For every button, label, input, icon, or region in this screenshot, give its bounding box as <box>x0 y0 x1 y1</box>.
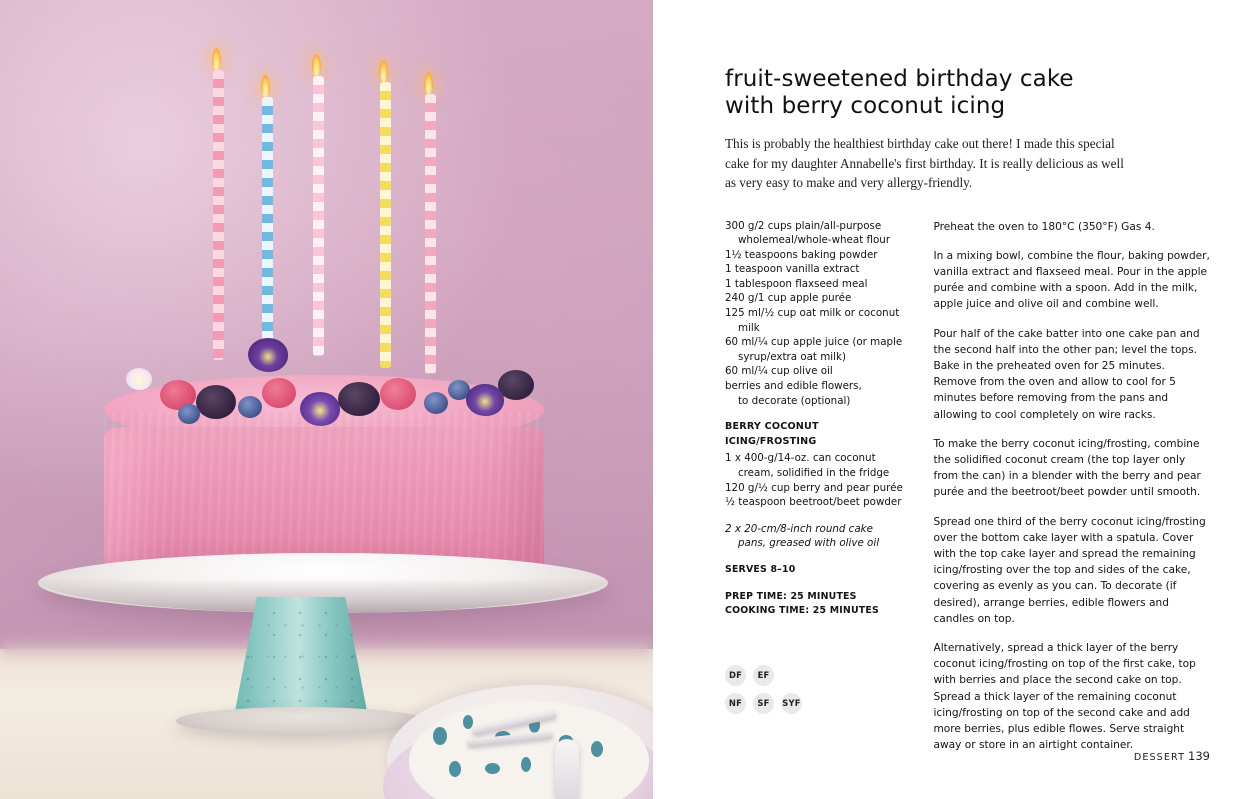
recipe-intro: This is probably the healthiest birthday cake out there! I made this special cake for my daughter Annabelle's first birthday. It is really delicious as well as very easy to make and very allergy-friendly. <box>725 136 1124 190</box>
ingredient-item: 1 x 400-g/14-oz. can coconut <box>725 452 876 465</box>
berry-blueberry-4 <box>178 404 200 424</box>
candle-3 <box>313 76 324 356</box>
ingredients-column <box>725 219 905 767</box>
candle-5 <box>425 94 436 374</box>
cake-server-handle <box>555 739 579 799</box>
candle-flame-1 <box>212 48 221 70</box>
page-number: 139 <box>1188 749 1210 763</box>
ingredient-item: cream, solidified in the fridge <box>738 467 890 479</box>
berry-blueberry-2 <box>424 392 448 414</box>
candle-flame-3 <box>312 54 321 76</box>
candle-flame-2 <box>261 75 270 97</box>
ingredient-item: 60 ml/¼ cup apple juice (or maple <box>725 336 903 349</box>
ingredient-item: 1½ teaspoons baking powder <box>725 248 878 261</box>
method-step: Spread one third of the berry coconut icing/frosting over the bottom cake layer with a spatula. Cover with the top cake layer and spread the remaining icing/frosting over the top and sides of the cake, covering as evenly as you can. To decorate (if desired), arrange berries, edible flowers and candles on top. <box>933 515 1206 625</box>
ingredient-item: syrup/extra oat milk) <box>738 350 846 363</box>
ingredient-item: 60 ml/¼ cup olive oil <box>725 365 833 378</box>
ingredient-item: wholemeal/whole-wheat flour <box>738 234 891 247</box>
method-step: Alternatively, spread a thick layer of the berry coconut icing/frosting on top of the first cake, top with berries and place the second cake on top. Spread a thick layer of the remaining coconut icing/frosting on top of the second cake and add more berries, plus edible flowes. Serve straight away or store in an airtight container. <box>933 641 1196 752</box>
icing-heading: BERRY COCONUT ICING/FROSTING <box>725 421 819 447</box>
candle-flame-4 <box>379 60 388 82</box>
ingredient-item: ½ teaspoon beetroot/beet powder <box>725 496 902 509</box>
equipment-note <box>725 522 905 551</box>
dietary-badge-ef: EF <box>753 665 774 686</box>
recipe-columns <box>725 219 1210 767</box>
equipment-note-line-2: pans, greased with olive oil <box>738 537 880 550</box>
ingredient-item: 1 tablespoon flaxseed meal <box>725 277 868 290</box>
ingredient-item: milk <box>738 321 760 334</box>
ingredient-item: 1 teaspoon vanilla extract <box>725 263 860 276</box>
edible-flower-purple-2 <box>300 392 340 426</box>
dietary-badge-row <box>725 693 855 714</box>
footer-section-label: DESSERT <box>1133 752 1186 763</box>
method-step: Preheat the oven to 180°C (350°F) Gas 4. <box>933 220 1155 233</box>
ingredient-item: berries and edible flowers, <box>725 380 862 393</box>
dietary-badge-df: DF <box>725 665 746 686</box>
candle-flame-5 <box>424 72 433 94</box>
method-column <box>933 219 1210 767</box>
dietary-badge-nf: NF <box>725 693 746 714</box>
icing-ingredients-group <box>725 420 905 510</box>
candle-4 <box>380 82 391 368</box>
edible-flower-white-1 <box>126 368 152 390</box>
dietary-badge-syf: SYF <box>781 693 802 714</box>
recipe-title <box>725 66 1145 120</box>
edible-flower-purple-3 <box>466 384 504 416</box>
ingredient-item: 240 g/1 cup apple purée <box>725 292 852 305</box>
ingredient-item: 125 ml/½ cup oat milk or coconut <box>725 307 900 320</box>
recipe-title-line-1: fruit-sweetened birthday cake <box>725 66 1074 92</box>
ingredient-item: 300 g/2 cups plain/all-purpose <box>725 219 882 232</box>
page-footer <box>1134 749 1210 763</box>
prep-time-line: PREP TIME: 25 MINUTES <box>725 590 857 602</box>
serves-line: SERVES 8–10 <box>725 563 796 575</box>
method-step: In a mixing bowl, combine the flour, baking powder, vanilla extract and flaxseed meal. Pour in the apple purée and combine with a spoon. Add in the milk, apple juice and olive oil and combine well. <box>933 249 1210 311</box>
candle-2 <box>262 97 273 369</box>
berry-blueberry-1 <box>238 396 262 418</box>
edible-flower-purple-1 <box>248 338 288 372</box>
cooking-time-line: COOKING TIME: 25 MINUTES <box>725 605 879 617</box>
ingredients-main-list <box>725 219 905 409</box>
dietary-badge-row <box>725 665 855 686</box>
dietary-badge-sf: SF <box>753 693 774 714</box>
cake-stand-base <box>176 707 426 735</box>
equipment-note-line-1: 2 x 20-cm/8-inch round cake <box>725 522 873 535</box>
berry-blackberry-1 <box>196 385 236 419</box>
ingredient-item: to decorate (optional) <box>738 394 851 407</box>
recipe-title-line-2: with berry coconut icing <box>725 93 1006 119</box>
candle-1 <box>213 70 224 360</box>
berry-raspberry-2 <box>262 378 296 408</box>
dietary-badges <box>725 665 855 714</box>
method-step: To make the berry coconut icing/frosting, combine the solidified coconut cream (the top layer only from the can) in a blender with the berry and pear purée and the beetroot/beet powder until smooth. <box>933 437 1201 499</box>
ingredient-item: 120 g/½ cup berry and pear purée <box>725 481 903 494</box>
recipe-text-page <box>653 0 1258 799</box>
berry-raspberry-3 <box>380 378 416 410</box>
berry-blackberry-2 <box>338 382 380 416</box>
method-step: Pour half of the cake batter into one cake pan and the second half into the other pan; level the tops. Bake in the preheated oven for 25 minutes. Remove from the oven and allow to cool for 5 minutes before removing from the pans and allowing to cool completely on wire racks. <box>933 327 1200 421</box>
